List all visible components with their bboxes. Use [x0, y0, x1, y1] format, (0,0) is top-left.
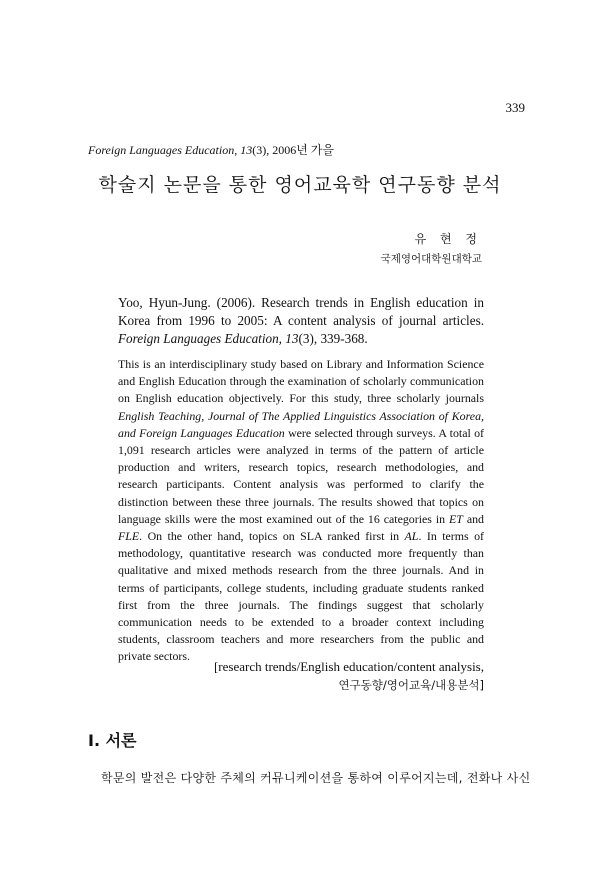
citation-journal: Foreign Languages Education, 13 [118, 331, 299, 346]
keywords-korean: 연구동향/영어교육/내용분석] [338, 678, 484, 692]
citation-text: Yoo, Hyun-Jung. (2006). Research trends in English education in Korea from 1996 to 2005: A content analysis of journal articles. [118, 295, 484, 328]
article-title: 학술지 논문을 통한 영어교육학 연구동향 분석 [98, 174, 502, 196]
keywords-english: [research trends/English education/content analysis, [213, 659, 484, 674]
journal-issue-year: (3), 2006년 가을 [252, 143, 334, 157]
page-number: 339 [505, 100, 525, 115]
section-heading: I. 서론 [88, 731, 137, 750]
journal-citation-header [88, 141, 334, 158]
abstract [118, 356, 484, 666]
author-affiliation: 국제영어대학원대학교 [380, 253, 482, 265]
abstract-et: ET [449, 511, 463, 526]
abstract-part-1: This is an interdisciplinary study based on Library and Information Science and English Education through the examination of scholarly communication on English education objectively. For this study, three scholarly journals [118, 357, 484, 406]
journal-volume: 13 [240, 143, 253, 157]
abstract-part-3: . On the other hand, topics on SLA ranked first in [139, 529, 405, 544]
english-citation [118, 294, 484, 348]
abstract-part-4: . In terms of methodology, quantitative research was conducted more frequently than qualitative and mixed methods research from the three journals. And in terms of participants, college students, including graduate students ranked first from the three journals. The findings suggest that scholarly communication needs to be extended to a broader context including students, classroom teachers and more researchers from the public and private sectors. [118, 529, 484, 664]
abstract-journals: English Teaching, Journal of The Applied Linguistics Association of Korea, and Foreign Languages Education [118, 408, 484, 440]
abstract-fle: FLE [118, 529, 140, 544]
abstract-part-2: were selected through surveys. A total of 1,091 research articles were analyzed in terms of the pattern of article production and writers, research topics, research methodologies, and research participants. Content analysis was performed to clarify the distinction between these three journals. The results showed that topics on language skills were the most examined out of the 16 categories in [118, 425, 485, 526]
author-name: 유 현 정 [414, 232, 482, 246]
journal-name: Foreign Languages Education, [88, 143, 238, 157]
citation-pages: (3), 339-368. [298, 331, 368, 346]
body-paragraph: 학문의 발전은 다양한 주체의 커뮤니케이션을 통하여 이루어지는데, 전화나 사신 [101, 771, 531, 785]
abstract-and: and [462, 511, 484, 526]
abstract-al: AL [404, 529, 419, 544]
keywords [214, 658, 484, 694]
